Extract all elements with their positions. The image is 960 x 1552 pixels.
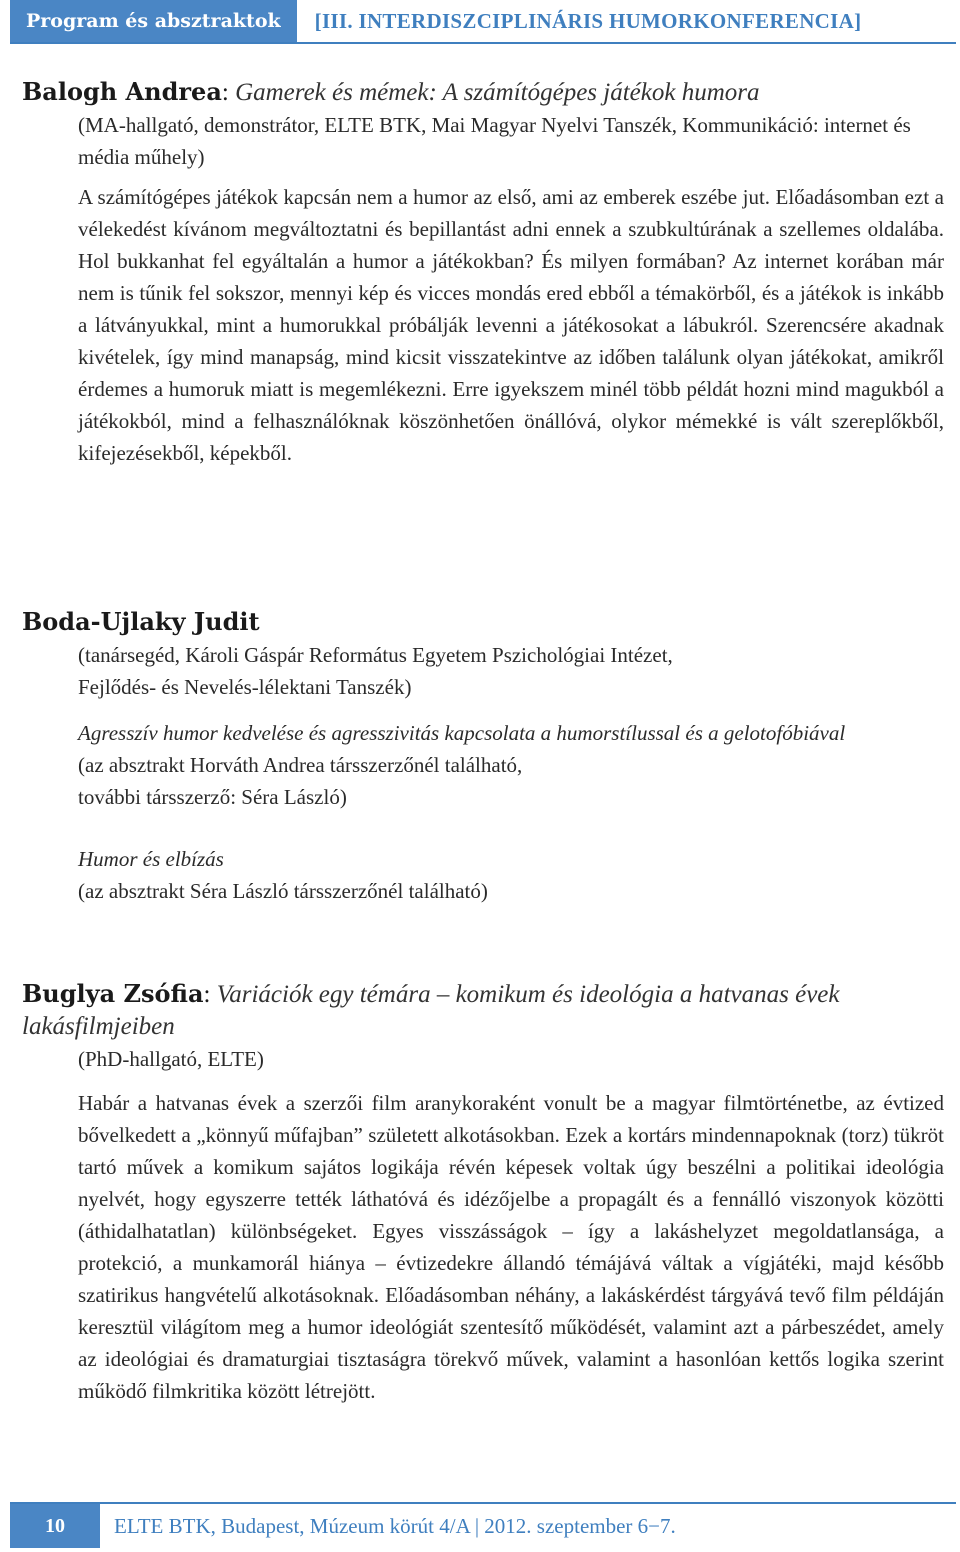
separator: : [221, 79, 236, 106]
author-name: Buglya Zsófia [22, 979, 204, 1008]
abstract-entry [22, 76, 944, 469]
entry-heading [22, 76, 944, 109]
abstract-text: Habár a hatvanas évek a szerzői film aranykoraként vonult be a magyar filmtörténetbe, az évtized bővelkedett a „könnyű műfajban” született alkotásokban. Ezek a kortárs mindennapoknak (torz) tükröt tartó művek a komikum sajátos logikája révén képesek voltak úgy beszélni a politikai ideológia nyelvét, hogy egyszerre tették láthatóvá és idézőjelbe a propagált és a fennálló viszonyok közötti (áthidalhatatlan) különbségeket. Egyes visszásságok – így a lakáshelyzet megoldatlansága, a protekció, a munkamorál hiánya – évtizedekre állandó témájává váltak a vígjátéki, majd később szatirikus hangvételű alkotásoknak. Előadásomban néhány, a lakáskérdést tárgyává tevő film példáján keresztül világítom meg a humor ideológiát szentesítő működését, valamint azt a párbeszédet, amely az ideológiai és dramaturgiai tisztaságra törekvő művek, valamint a hasonlóan kettős logika szerint működő filmkritika között létrejött. [78, 1091, 944, 1403]
talk-title: Variációk egy témára – komikum és ideológia a hatvanas évek lakásfilmjeiben [22, 981, 840, 1040]
separator: : [203, 981, 217, 1008]
talk-note: (az absztrakt Séra László társszerzőnél található) [78, 879, 488, 903]
abstract-text: A számítógépes játékok kapcsán nem a humor az első, ami az emberek eszébe jut. Előadásomban ezt a vélekedést kívánom megváltoztatni és bepillantást adni ennek a szubkultúrának a szellemes oldalába. Hol bukkanhat fel egyáltalán a humor a játékokban? És milyen formában? Az internet korában már nem is tűnik fel sokszor, mennyi kép és vicces mondás ered ebből a témakörből, és a játékok is inkább a látványukkal, mint a humorukkal próbálják levenni a játékosokat a lábukról. Szerencsére akadnak kivételek, így mind manapság, mind kicsit visszatekintve az időben találunk olyan játékokat, amikről érdemes a humoruk miatt is megemlékezni. Erre igyekszem minél több példát hozni mind magukból a játékokból, mind a felhasználóknak köszönhetően önállóvá, olykor mémekké is vált szereplőkből, kifejezésekből, képekből. [78, 185, 944, 465]
affiliation-line: Fejlődés- és Nevelés-lélektani Tanszék) [78, 675, 412, 699]
page-header [10, 0, 956, 44]
entry-heading [22, 978, 944, 1043]
affiliation: (MA-hallgató, demonstrátor, ELTE BTK, Mai Magyar Nyelvi Tanszék, Kommunikáció: internet és média műhely) [78, 113, 911, 169]
talk-title: Agresszív humor kedvelése és agresszivitás kapcsolata a humorstílussal és a gelotofóbiával [78, 721, 846, 745]
section-tab: Program és absztraktok [10, 0, 297, 42]
venue-date: ELTE BTK, Budapest, Múzeum körút 4/A | 2012. szeptember 6−7. [114, 1513, 676, 1538]
page-footer [10, 1502, 956, 1548]
talk-note: további társszerző: Séra László) [78, 785, 347, 809]
talk-note: (az absztrakt Horváth Andrea társszerzőnél található, [78, 753, 523, 777]
author-name: Boda-Ujlaky Judit [22, 607, 260, 636]
talk-title: Gamerek és mémek: A számítógépes játékok humora [235, 79, 760, 106]
affiliation: (PhD-hallgató, ELTE) [78, 1047, 264, 1071]
talk-title: Humor és elbízás [78, 847, 224, 871]
entry-heading [22, 606, 944, 639]
page-number: 10 [10, 1504, 100, 1548]
affiliation-line: (tanársegéd, Károli Gáspár Református Egyetem Pszichológiai Intézet, [78, 643, 673, 667]
conference-title: [III. INTERDISZCIPLINÁRIS HUMORKONFERENCIA] [314, 8, 862, 33]
abstract-entry [22, 606, 944, 907]
abstract-entry [22, 978, 944, 1407]
author-name: Balogh Andrea [22, 77, 222, 106]
